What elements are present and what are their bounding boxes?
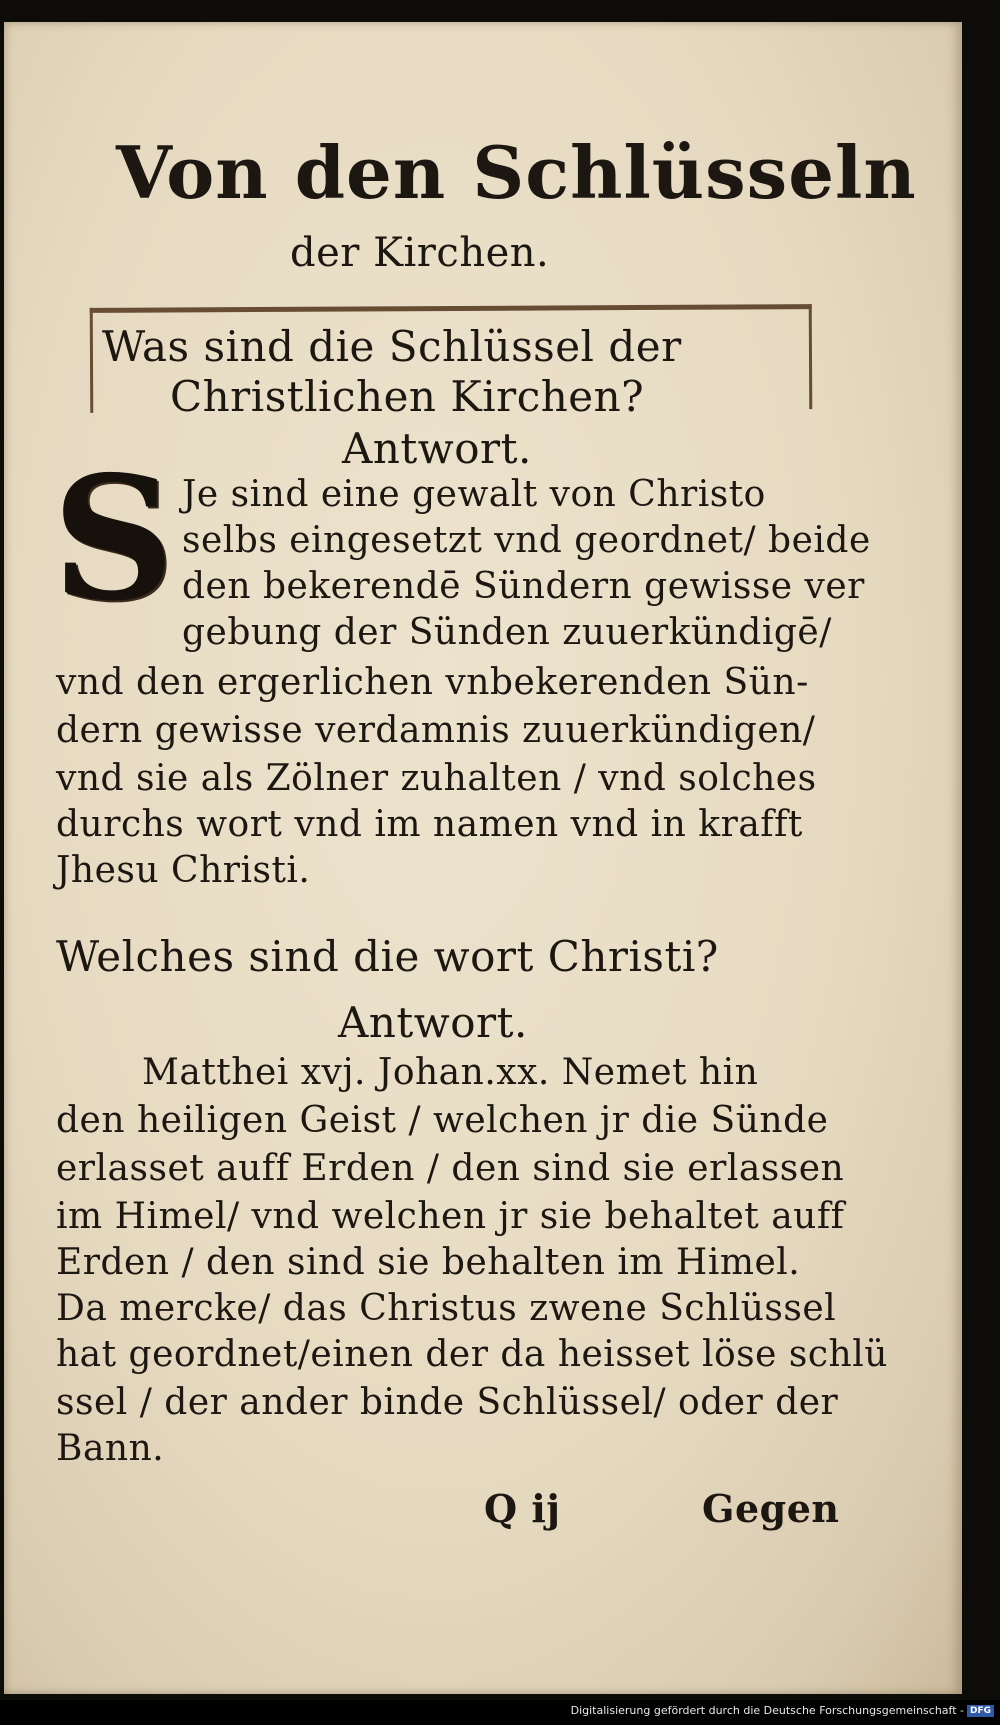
answer2-line: Erden / den sind sie behalten im Himel. — [56, 1242, 801, 1283]
answer2-line: Bann. — [56, 1428, 165, 1469]
answer2-heading: Antwort. — [338, 998, 528, 1047]
answer1-line: vnd den ergerlichen vnbekerenden Sün- — [56, 662, 809, 703]
answer1-line: durchs wort vnd im namen vnd in krafft — [56, 804, 803, 845]
catchword: Gegen — [702, 1486, 840, 1531]
answer1-line: den bekerendē Sündern gewisse ver — [182, 566, 865, 607]
answer1-line: dern gewisse verdamnis zuuerkündigen/ — [56, 710, 816, 751]
answer2-line: Da mercke/ das Christus zwene Schlüssel — [56, 1288, 837, 1329]
answer1-line: Je sind eine gewalt von Christo — [182, 474, 766, 515]
document-page — [4, 22, 962, 1694]
page-title: Von den Schlüsseln — [116, 130, 917, 215]
question1-line1: Was sind die Schlüssel der — [102, 322, 682, 371]
answer1-heading: Antwort. — [342, 424, 532, 473]
answer1-line: Jhesu Christi. — [56, 850, 311, 891]
answer1-line: selbs eingesetzt vnd geordnet/ beide — [182, 520, 871, 561]
answer2-line: hat geordnet/einen der da heisset löse schlü — [56, 1334, 888, 1375]
answer2-line: Matthei xvj. Johan.xx. Nemet hin — [142, 1052, 759, 1093]
answer2-line: im Himel/ vnd welchen jr sie behaltet auff — [56, 1196, 845, 1237]
question1-line2: Christlichen Kirchen? — [170, 372, 645, 421]
question2-line: Welches sind die wort Christi? — [56, 932, 719, 981]
dfg-logo: DFG — [967, 1705, 994, 1717]
page-subtitle: der Kirchen. — [290, 230, 550, 276]
answer2-line: den heiligen Geist / welchen jr die Sünde — [56, 1100, 829, 1141]
answer1-line: vnd sie als Zölner zuhalten / vnd solches — [56, 758, 817, 799]
footer-credit: Digitalisierung gefördert durch die Deutsche Forschungsgemeinschaft - — [570, 1704, 964, 1717]
signature-mark: Q ij — [484, 1486, 561, 1531]
answer1-line: gebung der Sünden zuuerkündigē/ — [182, 612, 832, 653]
answer2-line: erlasset auff Erden / den sind sie erlassen — [56, 1148, 845, 1189]
drop-cap-initial: S — [52, 439, 176, 639]
footer-bar — [0, 1700, 1000, 1725]
answer2-line: ssel / der ander binde Schlüssel/ oder der — [56, 1382, 839, 1423]
